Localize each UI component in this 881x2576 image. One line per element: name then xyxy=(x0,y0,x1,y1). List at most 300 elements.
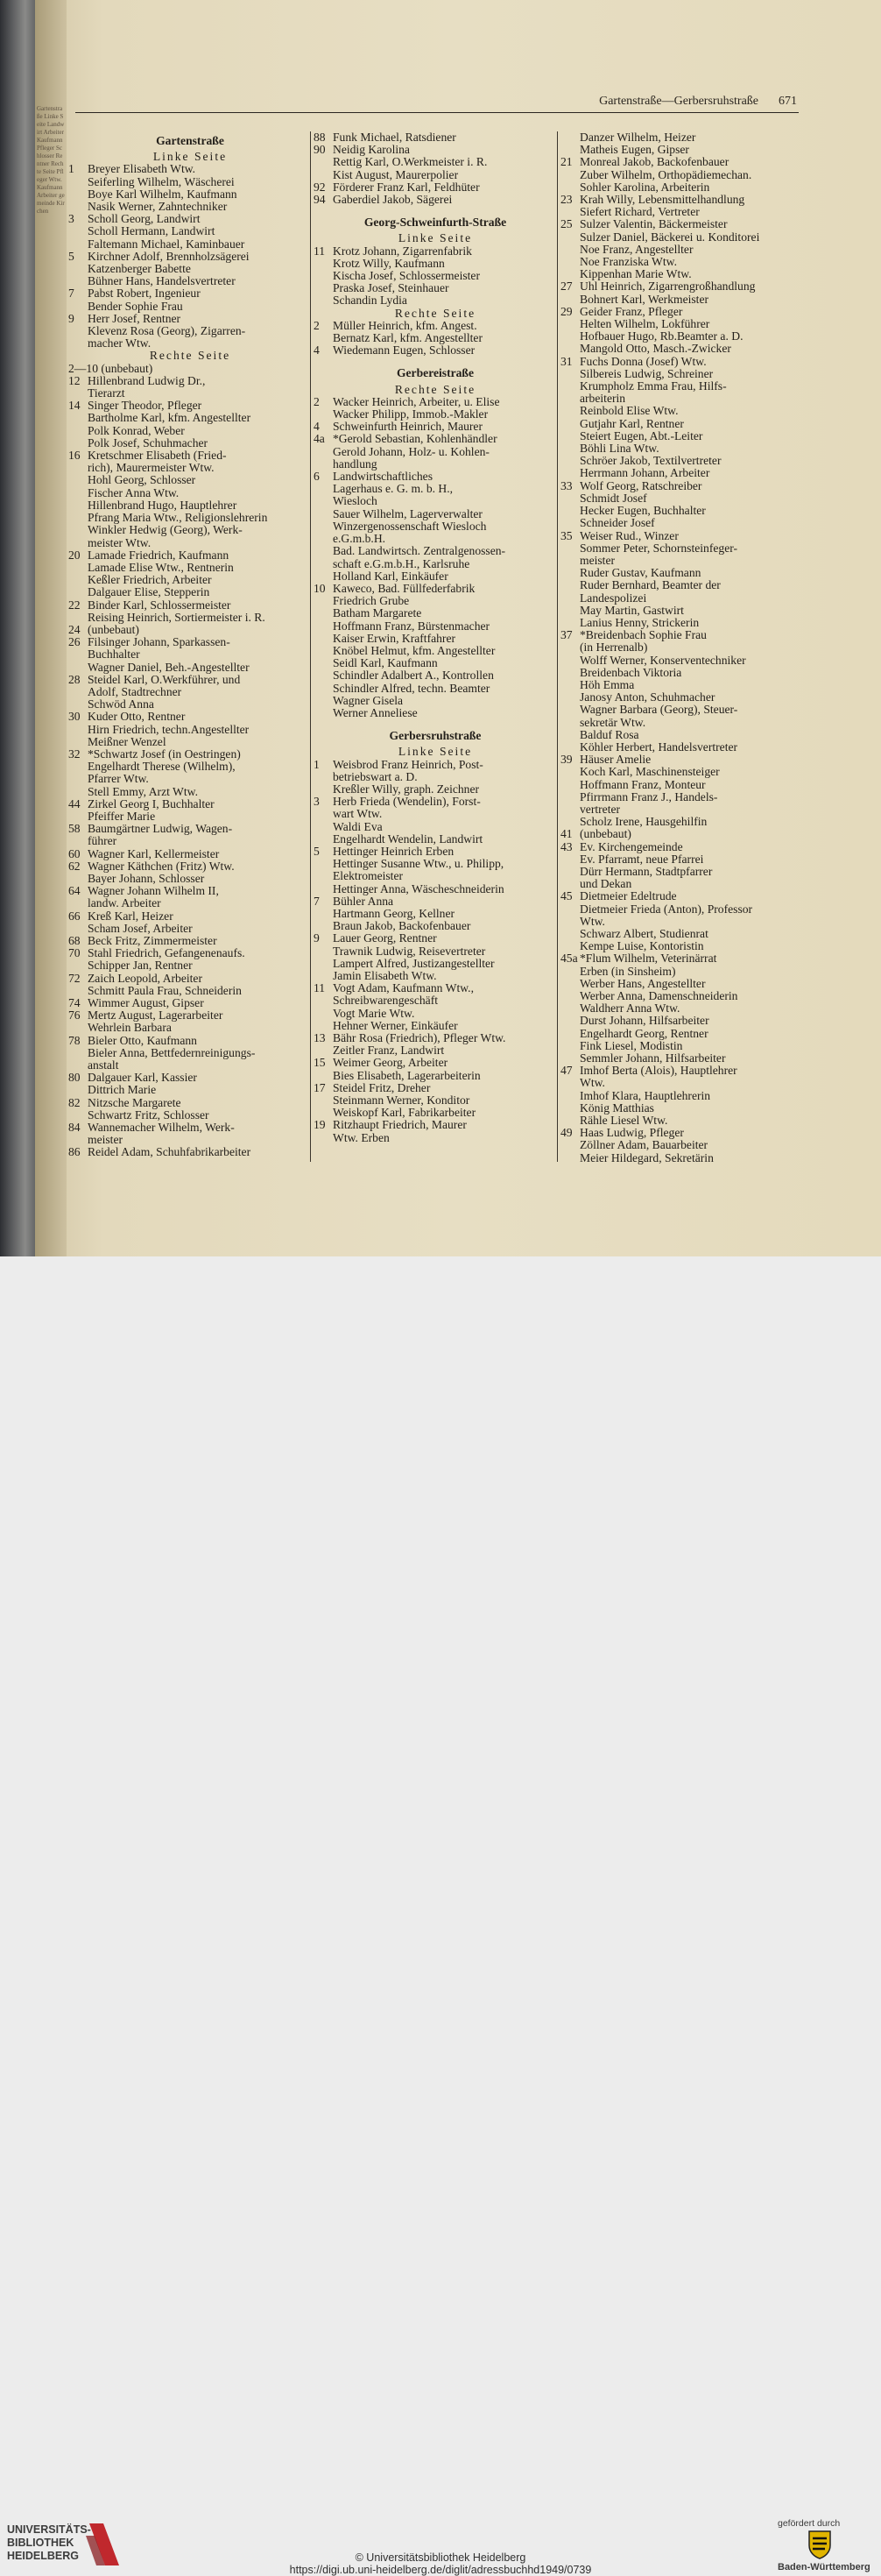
resident-line: Werber Hans, Angestellter xyxy=(580,977,706,990)
resident-name: Wannemacher Wilhelm, Werk- xyxy=(88,1122,235,1135)
resident-line: Hettinger Anna, Wäscheschneiderin xyxy=(333,882,504,895)
address-entry xyxy=(560,156,802,168)
street-heading: Gerbersruhstraße xyxy=(389,729,482,743)
address-entry xyxy=(560,480,802,492)
resident-name: Wacker Heinrich, Arbeiter, u. Elise xyxy=(333,395,500,408)
resident-name: Binder Karl, Schlossermeister xyxy=(88,598,231,612)
resident-line: Bohnert Karl, Werkmeister xyxy=(580,293,709,306)
resident-line: Zeitler Franz, Landwirt xyxy=(333,1044,445,1058)
resident-line: Jamin Elisabeth Wtw. xyxy=(333,970,437,982)
resident-line: meister Wtw. xyxy=(88,536,152,549)
address-entry xyxy=(560,356,802,368)
resident-name: Nitzsche Margarete xyxy=(88,1096,181,1109)
house-number: 19 xyxy=(314,1119,326,1132)
address-entry xyxy=(68,624,312,636)
house-number: 80 xyxy=(68,1072,81,1085)
resident-line: Pfeiffer Marie xyxy=(88,810,156,823)
logo-line: HEIDELBERG xyxy=(7,2550,79,2562)
resident-name: Uhl Heinrich, Zigarrengroßhandlung xyxy=(580,280,756,294)
house-number: 12 xyxy=(68,374,81,387)
resident-line: Bartholme Karl, kfm. Angestellter xyxy=(88,412,251,425)
address-entry xyxy=(560,306,802,318)
resident-line: anstalt xyxy=(88,1059,119,1072)
resident-name: Krah Willy, Lebensmittelhandlung xyxy=(580,194,745,207)
resident-line: Seiferling Wilhelm, Wäscherei xyxy=(88,175,235,188)
house-number: 66 xyxy=(68,909,81,923)
resident-name: Krotz Johann, Zigarrenfabrik xyxy=(333,244,472,258)
address-entry xyxy=(68,1097,312,1109)
resident-line: Pfarrer Wtw. xyxy=(88,773,149,786)
resident-line: Wagner Barbara (Georg), Steuer- xyxy=(580,704,738,717)
address-entry xyxy=(314,1057,557,1069)
resident-line: Schröer Jakob, Textilvertreter xyxy=(580,455,722,468)
resident-line: Bieler Anna, Bettfedernreinigungs- xyxy=(88,1046,256,1059)
resident-line: sekretär Wtw. xyxy=(580,716,646,729)
resident-line: Höh Emma xyxy=(580,678,635,691)
resident-line: Wtw. xyxy=(580,1077,605,1090)
address-entry xyxy=(314,895,557,908)
address-entry xyxy=(560,841,802,853)
resident-name: Pabst Robert, Ingenieur xyxy=(88,287,201,301)
house-number: 86 xyxy=(68,1146,81,1159)
house-number: 32 xyxy=(68,747,81,761)
address-entry xyxy=(68,935,312,947)
resident-name: Stahl Friedrich, Gefangenenaufs. xyxy=(88,947,245,960)
address-entry xyxy=(68,599,312,612)
resident-line: Silbereis Ludwig, Schreiner xyxy=(580,367,714,380)
resident-line: Hecker Eugen, Buchhalter xyxy=(580,505,706,518)
copyright-notice: © Universitätsbibliothek Heidelberg xyxy=(355,2551,526,2564)
resident-line: Wehrlein Barbara xyxy=(88,1022,172,1035)
resident-line: Kischa Josef, Schlossermeister xyxy=(333,270,480,283)
house-number: 44 xyxy=(68,797,81,810)
house-number: 15 xyxy=(314,1057,326,1070)
address-entry xyxy=(68,549,312,562)
resident-name: *Schwartz Josef (in Oestringen) xyxy=(88,747,241,761)
resident-name: *Gerold Sebastian, Kohlenhändler xyxy=(333,433,497,446)
resident-line: Meißner Wenzel xyxy=(88,735,166,748)
resident-line: Janosy Anton, Schuhmacher xyxy=(580,691,715,704)
scanned-page-image xyxy=(0,0,881,1256)
resident-line: Schindler Alfred, techn. Beamter xyxy=(333,682,490,695)
house-number: 13 xyxy=(314,1032,326,1045)
permalink[interactable]: https://digi.ub.uni-heidelberg.de/diglit/adressbuchhd1949/0739 xyxy=(289,2564,592,2576)
address-entry xyxy=(314,396,557,408)
resident-name: Wagner Johann Wilhelm II, xyxy=(88,885,219,898)
resident-line: Sulzer Daniel, Bäckerei u. Konditorei xyxy=(580,230,760,244)
resident-name: Kirchner Adolf, Brennholzsägerei xyxy=(88,250,250,263)
resident-line: König Matthias xyxy=(580,1101,654,1115)
resident-name: Wolf Georg, Ratschreiber xyxy=(580,479,702,492)
resident-line: Schwarz Albert, Studienrat xyxy=(580,928,708,940)
house-number: 94 xyxy=(314,194,326,207)
resident-line: Reising Heinrich, Sortiermeister i. R. xyxy=(88,611,265,624)
house-number: 62 xyxy=(68,860,81,873)
house-number: 35 xyxy=(560,529,573,542)
facing-page-fragments: Gartenstraße Linke Seite Landwirt Arbeiter Kaufmann Pfleger Schlosser Rentner Rechte Seite Pfleger Wtw. Kaufmann Arbeiter gemeinde Kirchen xyxy=(37,105,66,215)
house-number: 31 xyxy=(560,355,573,368)
resident-name: Zaich Leopold, Arbeiter xyxy=(88,972,202,985)
resident-line: Steiert Eugen, Abt.-Leiter xyxy=(580,429,703,442)
address-entry xyxy=(68,213,312,225)
resident-name: Weimer Georg, Arbeiter xyxy=(333,1057,448,1070)
street-heading: Gartenstraße xyxy=(156,134,224,147)
resident-line: Dürr Hermann, Stadtpfarrer xyxy=(580,865,713,878)
house-number: 11 xyxy=(314,982,326,995)
resident-name: Schweinfurth Heinrich, Maurer xyxy=(333,421,483,434)
resident-name: Bühler Anna xyxy=(333,895,394,908)
house-number: 39 xyxy=(560,754,573,767)
house-number: 29 xyxy=(560,305,573,318)
street-heading: Gerbereistraße xyxy=(396,366,475,380)
resident-line: Kippenhan Marie Wtw. xyxy=(580,268,692,281)
resident-line: betriebswart a. D. xyxy=(333,770,418,783)
section-gap xyxy=(314,206,557,213)
address-entry xyxy=(68,860,312,873)
address-entry xyxy=(68,973,312,985)
resident-line: Imhof Klara, Hauptlehrerin xyxy=(580,1089,711,1102)
resident-name: Wagner Karl, Kellermeister xyxy=(88,847,220,860)
address-entry xyxy=(68,947,312,959)
house-number: 14 xyxy=(68,400,81,413)
resident-line: Polk Konrad, Weber xyxy=(88,424,185,437)
house-number: 5 xyxy=(314,845,320,858)
house-number: 1 xyxy=(68,163,74,176)
funder-name: Baden-Württemberg xyxy=(778,2562,870,2572)
house-number: 3 xyxy=(68,213,74,226)
house-number: 49 xyxy=(560,1127,573,1140)
resident-name: Reidel Adam, Schuhfabrikarbeiter xyxy=(88,1146,251,1159)
resident-line: Bayer Johann, Schlosser xyxy=(88,872,205,885)
resident-line: Schindler Adalbert A., Kontrollen xyxy=(333,669,494,683)
page-number: 671 xyxy=(779,95,797,108)
resident-line: handlung xyxy=(333,457,377,471)
resident-name: Steidel Karl, O.Werkführer, und xyxy=(88,673,241,686)
resident-line: Boye Karl Wilhelm, Kaufmann xyxy=(88,188,237,201)
address-entry xyxy=(68,1072,312,1084)
house-number: 72 xyxy=(68,972,81,985)
house-number: 7 xyxy=(68,287,74,301)
resident-line: Adolf, Stadtrechner xyxy=(88,685,182,698)
resident-line: vertreter xyxy=(580,803,621,816)
house-number: 3 xyxy=(314,796,320,809)
address-entry xyxy=(560,530,802,542)
resident-name: Förderer Franz Karl, Feldhüter xyxy=(333,180,480,194)
resident-line: Reinbold Elise Wtw. xyxy=(580,405,679,418)
address-range: 2—10 (unbebaut) xyxy=(68,362,153,375)
house-number: 23 xyxy=(560,194,573,207)
resident-line: Tierarzt xyxy=(88,387,125,400)
resident-line: (in Herrenalb) xyxy=(580,641,648,655)
resident-line: Seidl Karl, Kaufmann xyxy=(333,657,438,670)
resident-name: Neidig Karolina xyxy=(333,144,410,157)
house-number: 58 xyxy=(68,823,81,836)
resident-line: Hoffmann Franz, Monteur xyxy=(580,778,706,791)
resident-line: Helten Wilhelm, Lokführer xyxy=(580,318,710,331)
resident-line: Schmitt Paula Frau, Schneiderin xyxy=(88,984,242,997)
resident-name: Lamade Friedrich, Kaufmann xyxy=(88,548,229,562)
resident-line: Rettig Karl, O.Werkmeister i. R. xyxy=(333,156,488,169)
address-entry xyxy=(68,711,312,723)
resident-name: Herr Josef, Rentner xyxy=(88,312,181,325)
resident-line: Hartmann Georg, Kellner xyxy=(333,907,455,920)
resident-line: e.G.m.b.H. xyxy=(333,533,386,546)
house-number: 17 xyxy=(314,1081,326,1094)
resident-name: Lauer Georg, Rentner xyxy=(333,932,437,945)
resident-line: Hehner Werner, Einkäufer xyxy=(333,1019,458,1032)
address-entry xyxy=(314,1082,557,1094)
address-entry xyxy=(68,400,312,412)
house-number: 21 xyxy=(560,156,573,169)
address-entry xyxy=(314,131,557,144)
resident-line: führer xyxy=(88,835,117,848)
resident-line: Bühner Hans, Handelsvertreter xyxy=(88,275,236,288)
house-number: 68 xyxy=(68,935,81,947)
resident-name: (unbebaut) xyxy=(580,828,631,841)
address-entry xyxy=(560,828,802,840)
resident-line: Engelhardt Therese (Wilhelm), xyxy=(88,761,236,774)
house-number: 90 xyxy=(314,144,326,157)
resident-line: Zuber Wilhelm, Orthopädiemechan. xyxy=(580,168,752,181)
resident-line: rich), Maurermeister Wtw. xyxy=(88,462,215,475)
address-entry xyxy=(314,846,557,858)
house-number: 43 xyxy=(560,840,573,853)
house-number: 24 xyxy=(68,623,81,636)
address-entry xyxy=(314,344,557,357)
resident-line: macher Wtw. xyxy=(88,337,152,350)
street-side-label: Rechte Seite xyxy=(394,306,476,320)
resident-line: Schneider Josef xyxy=(580,517,655,530)
resident-line: Hohl Georg, Schlosser xyxy=(88,474,196,487)
running-head-title: Gartenstraße—Gerbersruhstraße xyxy=(599,95,758,108)
street-side-label: Linke Seite xyxy=(152,150,228,164)
address-entry xyxy=(68,636,312,648)
resident-name: Ritzhaupt Friedrich, Maurer xyxy=(333,1119,467,1132)
address-entry xyxy=(560,952,802,965)
resident-line: Köhler Herbert, Handelsvertreter xyxy=(580,740,738,754)
resident-line: Durst Johann, Hilfsarbeiter xyxy=(580,1015,709,1028)
resident-line: Siefert Richard, Vertreter xyxy=(580,206,700,219)
address-entry xyxy=(560,218,802,230)
resident-line: Scholz Irene, Hausgehilfin xyxy=(580,816,708,829)
address-entry xyxy=(68,1035,312,1047)
resident-line: Klevenz Rosa (Georg), Zigarren- xyxy=(88,325,246,338)
house-number: 78 xyxy=(68,1034,81,1047)
address-entry xyxy=(314,181,557,194)
house-number: 1 xyxy=(314,758,320,771)
resident-line: Dalgauer Elise, Stepperin xyxy=(88,586,210,599)
resident-name: Imhof Berta (Alois), Hauptlehrer xyxy=(580,1065,737,1078)
resident-line: Schipper Jan, Rentner xyxy=(88,959,193,973)
resident-line: Kist August, Maurerpolier xyxy=(333,168,459,181)
house-number: 76 xyxy=(68,1009,81,1023)
house-number: 47 xyxy=(560,1065,573,1078)
resident-name: (unbebaut) xyxy=(88,623,139,636)
funded-by-label: gefördert durch xyxy=(778,2518,841,2529)
directory-column-3 xyxy=(560,131,802,1164)
address-entry xyxy=(68,163,312,175)
resident-line: Schwartz Fritz, Schlosser xyxy=(88,1108,209,1122)
address-entry xyxy=(314,932,557,945)
address-entry xyxy=(68,251,312,263)
resident-line: Fischer Anna Wtw. xyxy=(88,486,180,499)
resident-line: Bies Elisabeth, Lagerarbeiterin xyxy=(333,1069,481,1082)
resident-line: Dietmeier Frieda (Anton), Professor xyxy=(580,902,753,916)
resident-line: Bad. Landwirtsch. Zentralgenossen- xyxy=(333,545,506,558)
resident-line: Werber Anna, Damenschneiderin xyxy=(580,990,738,1003)
address-entry xyxy=(560,1065,802,1077)
resident-name: Häuser Amelie xyxy=(580,754,652,767)
resident-name: Hettinger Heinrich Erben xyxy=(333,845,455,858)
resident-line: Wacker Philipp, Immob.-Makler xyxy=(333,408,489,421)
address-entry xyxy=(314,1032,557,1044)
resident-line: Krumpholz Emma Frau, Hilfs- xyxy=(580,380,727,393)
address-entry xyxy=(68,910,312,923)
resident-line: Keßler Friedrich, Arbeiter xyxy=(88,574,212,587)
address-entry xyxy=(314,796,557,808)
street-side-label: Rechte Seite xyxy=(394,382,476,396)
resident-line: Holland Karl, Einkäufer xyxy=(333,570,448,583)
resident-line: Gutjahr Karl, Rentner xyxy=(580,417,684,430)
resident-name: Funk Michael, Ratsdiener xyxy=(333,131,456,144)
address-entry xyxy=(314,194,557,206)
resident-name: Weiser Rud., Winzer xyxy=(580,529,679,542)
house-number: 26 xyxy=(68,636,81,649)
facing-page-edge xyxy=(35,0,67,1256)
resident-line: Hirn Friedrich, techn.Angestellter xyxy=(88,723,250,736)
house-number: 92 xyxy=(314,180,326,194)
resident-name: Bieler Otto, Kaufmann xyxy=(88,1034,197,1047)
coat-of-arms-icon xyxy=(802,2530,837,2559)
resident-line: Praska Josef, Steinhauer xyxy=(333,282,449,295)
resident-line: Winzergenossenschaft Wiesloch xyxy=(333,520,487,533)
address-entry xyxy=(68,1146,312,1158)
house-number: 88 xyxy=(314,131,326,144)
address-entry xyxy=(314,1119,557,1131)
address-entry xyxy=(560,629,802,641)
resident-line: Elektromeister xyxy=(333,870,404,883)
resident-line: Sohler Karolina, Arbeiterin xyxy=(580,180,710,194)
resident-line: Engelhardt Georg, Rentner xyxy=(580,1027,708,1040)
logo-line: BIBLIOTHEK xyxy=(7,2537,74,2549)
street-side-label: Linke Seite xyxy=(398,231,473,245)
resident-line: Landespolizei xyxy=(580,591,647,605)
address-entry xyxy=(560,194,802,206)
house-number: 22 xyxy=(68,598,81,612)
house-number: 60 xyxy=(68,847,81,860)
resident-name: Gaberdiel Jakob, Sägerei xyxy=(333,194,453,207)
resident-line: Trawnik Ludwig, Reisevertreter xyxy=(333,945,486,958)
resident-line: meister xyxy=(580,554,616,567)
address-entry xyxy=(68,1009,312,1022)
address-entry xyxy=(314,583,557,595)
house-number: 30 xyxy=(68,711,81,724)
resident-line: Fink Liesel, Modistin xyxy=(580,1039,683,1052)
resident-line: Balduf Rosa xyxy=(580,728,639,741)
resident-name: Weisbrod Franz Heinrich, Post- xyxy=(333,758,483,771)
house-number: 20 xyxy=(68,548,81,562)
house-number: 33 xyxy=(560,479,573,492)
resident-line: Hoffmann Franz, Bürstenmacher xyxy=(333,619,490,633)
resident-line: Bender Sophie Frau xyxy=(88,300,183,313)
resident-line: meister xyxy=(88,1134,123,1147)
address-entry xyxy=(314,471,557,483)
street-side-label: Rechte Seite xyxy=(149,349,231,363)
resident-name: *Breidenbach Sophie Frau xyxy=(580,629,707,642)
house-number: 6 xyxy=(314,471,320,484)
house-number: 7 xyxy=(314,895,320,908)
resident-name: Vogt Adam, Kaufmann Wtw., xyxy=(333,982,474,995)
resident-line: Matheis Eugen, Gipser xyxy=(580,144,689,157)
resident-name: Haas Ludwig, Pfleger xyxy=(580,1127,684,1140)
resident-line: Steinmann Werner, Konditor xyxy=(333,1094,470,1108)
resident-line: wart Wtw. xyxy=(333,808,383,821)
resident-name: Wagner Käthchen (Fritz) Wtw. xyxy=(88,860,235,873)
resident-line: Kreßler Willy, graph. Zeichner xyxy=(333,782,480,796)
address-entry xyxy=(68,798,312,810)
resident-name: Singer Theodor, Pfleger xyxy=(88,400,202,413)
house-number: 9 xyxy=(68,312,74,325)
resident-line: Sommer Peter, Schornsteinfeger- xyxy=(580,541,738,555)
address-entry xyxy=(314,759,557,771)
resident-line: Ruder Gustav, Kaufmann xyxy=(580,567,701,580)
resident-name: Kreß Karl, Heizer xyxy=(88,909,173,923)
resident-line: Lagerhaus e. G. m. b. H., xyxy=(333,483,454,496)
resident-line: Vogt Marie Wtw. xyxy=(333,1007,415,1020)
address-entry xyxy=(560,890,802,902)
house-number: 41 xyxy=(560,828,573,841)
resident-line: Bernatz Karl, kfm. Angestellter xyxy=(333,332,483,345)
resident-line: Waldherr Anna Wtw. xyxy=(580,1002,680,1016)
resident-line: Noe Franz, Angestellter xyxy=(580,243,694,256)
resident-line: Engelhardt Wendelin, Landwirt xyxy=(333,832,483,846)
address-entry xyxy=(68,313,312,325)
resident-line: Schwöd Anna xyxy=(88,698,154,711)
address-entry xyxy=(68,748,312,761)
resident-line: Mangold Otto, Masch.-Zwicker xyxy=(580,343,731,356)
resident-line: Schreibwarengeschäft xyxy=(333,994,439,1008)
house-number: 4 xyxy=(314,344,320,357)
resident-line: Zöllner Adam, Bauarbeiter xyxy=(580,1139,708,1152)
resident-name: Beck Fritz, Zimmermeister xyxy=(88,935,217,947)
resident-name: Kuder Otto, Rentner xyxy=(88,711,186,724)
resident-line: Hillenbrand Hugo, Hauptlehrer xyxy=(88,499,237,512)
house-number: 4a xyxy=(314,433,325,446)
resident-line: Kaiser Erwin, Kraftfahrer xyxy=(333,632,456,645)
resident-line: Pfrang Maria Wtw., Religionslehrerin xyxy=(88,512,268,525)
house-number: 27 xyxy=(560,280,573,294)
address-entry xyxy=(314,421,557,433)
resident-name: Dietmeier Edeltrude xyxy=(580,890,677,903)
house-number: 10 xyxy=(314,582,326,595)
resident-line: Katzenberger Babette xyxy=(88,263,191,276)
resident-name: Herb Frieda (Wendelin), Forst- xyxy=(333,796,481,809)
viewer-footer xyxy=(0,1256,881,2576)
house-number: 70 xyxy=(68,947,81,960)
directory-column-2 xyxy=(314,131,557,1144)
resident-name: Mertz August, Lagerarbeiter xyxy=(88,1009,223,1023)
logo-line: UNIVERSITÄTS- xyxy=(7,2523,91,2536)
house-number: 9 xyxy=(314,932,320,945)
resident-name: Müller Heinrich, kfm. Angest. xyxy=(333,319,477,332)
house-number: 5 xyxy=(68,250,74,263)
resident-line: Nasik Werner, Zahntechniker xyxy=(88,201,228,214)
resident-line: Lanius Henny, Strickerin xyxy=(580,616,700,629)
resident-line: Kempe Luise, Kontoristin xyxy=(580,940,704,953)
resident-line: Faltemann Michael, Kaminbauer xyxy=(88,237,245,251)
resident-line: Pfirrmann Franz J., Handels- xyxy=(580,790,718,803)
resident-line: Hofbauer Hugo, Rb.Beamter a. D. xyxy=(580,330,744,343)
